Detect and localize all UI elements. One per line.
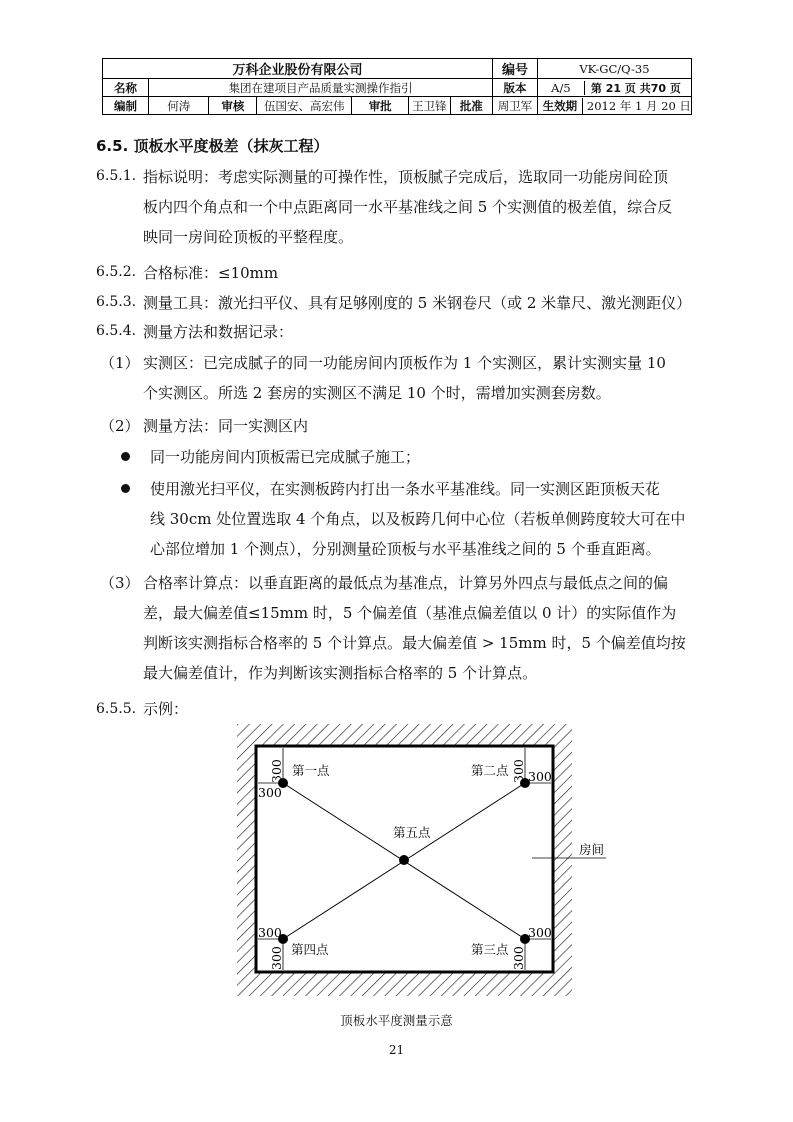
- dim-text-p4-v: 300: [269, 946, 284, 970]
- item1-number: （1）: [100, 354, 140, 372]
- effective-label: 生效期: [538, 98, 583, 114]
- page-number: 21: [388, 1043, 405, 1057]
- reviewer-label: 审核: [209, 97, 257, 115]
- s655-text: 示例：: [143, 700, 189, 718]
- reviewer: 伍国安、高宏伟: [257, 97, 352, 115]
- item1-line-1: 实测区：已完成腻子的同一功能房间内顶板作为 1 个实测区，累计实测实量 10: [143, 354, 666, 372]
- effective-date: 2012 年 1 月 20 日: [586, 98, 691, 113]
- s654-number: 6.5.4.: [96, 323, 137, 339]
- item2-number: （2）: [100, 417, 140, 435]
- checker: 王卫锋: [409, 97, 451, 115]
- version-label: 版本: [493, 79, 538, 97]
- page-info: 第 21 页 共70 页: [590, 81, 681, 95]
- company-name: 万科企业股份有限公司: [103, 59, 493, 79]
- checker-label: 审批: [352, 97, 409, 115]
- s654-text: 测量方法和数据记录：: [143, 323, 294, 341]
- item3-line-1: 合格率计算点：以垂直距离的最低点为基准点，计算另外四点与最低点之间的偏: [143, 574, 669, 592]
- item3-line-3: 判断该实测指标合格率的 5 个计算点。最大偏差值 > 15mm 时，5 个偏差值均按: [143, 634, 686, 652]
- point-5-marker: [399, 855, 409, 865]
- s653-text: 测量工具：激光扫平仪、具有足够刚度的 5 米钢卷尺（或 2 米靠尺、激光测距仪）: [143, 294, 692, 312]
- version-value: A/5: [538, 81, 585, 95]
- compiler-label: 编制: [103, 97, 149, 115]
- bullet2-line-1: 使用激光扫平仪，在实测板跨内打出一条水平基准线。同一实测区距顶板天花: [150, 480, 661, 498]
- approver-label: 批准: [450, 97, 492, 115]
- s651-line-1: 指标说明：考虑实际测量的可操作性，顶板腻子完成后，选取同一功能房间砼顶: [143, 168, 669, 186]
- dim-text-p2-h: 300: [528, 769, 552, 784]
- compiler: 何涛: [149, 97, 209, 115]
- bullet1-text: 同一功能房间内顶板需已完成腻子施工；: [150, 448, 421, 466]
- room-label: 房间: [579, 842, 605, 857]
- s651-line-2: 板内四个角点和一个中点距离同一水平基准线之间 5 个实测值的极差值，综合反: [143, 198, 673, 216]
- s651-number: 6.5.1.: [96, 168, 137, 184]
- code-value: VK-GC/Q-35: [537, 59, 691, 79]
- point-3-label: 第三点: [471, 942, 509, 957]
- figure-caption: 顶板水平度测量示意: [340, 1013, 453, 1028]
- item2-text: 测量方法：同一实测区内: [143, 417, 309, 435]
- point-4-label: 第四点: [291, 942, 329, 957]
- bullet2-line-3: 心部位增加 1 个测点），分别测量砼顶板与水平基准线之间的 5 个垂直距离。: [150, 540, 661, 558]
- s652-text: 合格标准：≤10mm: [143, 264, 279, 282]
- item1-line-2: 个实测区。所选 2 套房的实测区不满足 10 个时，需增加实测套房数。: [143, 384, 611, 402]
- s655-number: 6.5.5.: [96, 701, 137, 717]
- s652-number: 6.5.2.: [96, 264, 137, 280]
- item3-line-2: 差，最大偏差值≤15mm 时，5 个偏差值（基准点偏差值以 0 计）的实际值作为: [143, 604, 677, 622]
- s653-number: 6.5.3.: [96, 294, 137, 310]
- dim-text-p4-h: 300: [258, 925, 282, 940]
- s651-line-3: 映同一房间砼顶板的平整程度。: [143, 228, 354, 246]
- dim-text-p1-h: 300: [258, 785, 282, 800]
- section-title: 6.5. 顶板水平度极差（抹灰工程）: [96, 137, 329, 155]
- point-1-label: 第一点: [292, 763, 330, 778]
- dim-text-p1-v: 300: [269, 759, 284, 783]
- bullet2-line-2: 线 30cm 处位置选取 4 个角点，以及板跨几何中心位（若板单侧跨度较大可在中: [150, 510, 686, 528]
- item3-line-4: 最大偏差值计，作为判断该实测指标合格率的 5 个计算点。: [143, 664, 538, 682]
- name-label: 名称: [103, 79, 149, 97]
- dim-text-p3-v: 300: [511, 946, 526, 970]
- code-label: 编号: [493, 59, 538, 79]
- dim-text-p3-h: 300: [528, 925, 552, 940]
- point-2-label: 第二点: [471, 763, 509, 778]
- item3-number: （3）: [100, 574, 140, 592]
- approver: 周卫军: [497, 98, 533, 113]
- dim-text-p2-v: 300: [511, 759, 526, 783]
- name-value: 集团在建项目产品质量实测操作指引: [149, 79, 493, 97]
- point-5-label: 第五点: [393, 825, 431, 840]
